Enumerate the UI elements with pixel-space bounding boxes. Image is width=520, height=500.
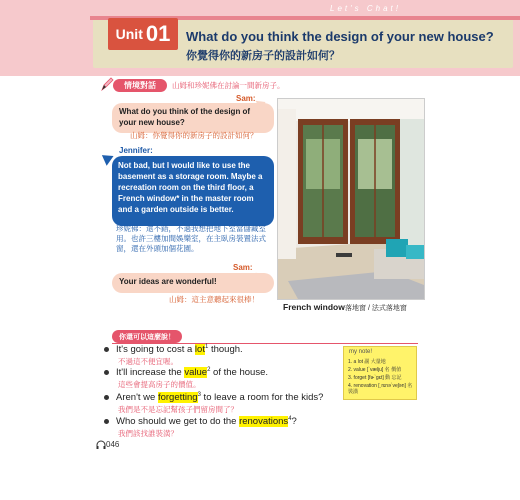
note-item: 2. value [ˋvælju] 名 價值 [348, 367, 402, 373]
sam-translation: 山姆：你覺得你的新房子的設計如何？ [130, 131, 258, 140]
sam-speaker-label-2: Sam: [233, 263, 253, 272]
sam-speech-bubble-2: Your ideas are wonderful! [112, 273, 274, 293]
sam-speech-bubble: What do you think of the design of your new house? [112, 103, 274, 133]
page-number: 046 [106, 440, 120, 449]
headphone-icon [96, 440, 106, 450]
situation-badge: 情境對話 [113, 79, 167, 92]
jennifer-translation: 珍妮佛：還不錯，不過我想把地下室當儲藏室用。也許三樓加間娛樂室，在主臥房裝置法式窗，還在外頭加個花園。 [116, 224, 266, 253]
note-title: my note! [349, 349, 373, 355]
unit-word: Unit [115, 26, 143, 42]
photo-caption-en: French window [283, 302, 345, 312]
bullet-icon [104, 419, 109, 424]
practice-sentence: It's going to cost a lot$^1$ though. [104, 344, 243, 355]
note-item: 1. a lot 副 大量地 [348, 359, 386, 365]
page-title-zh: 你覺得你的新房子的設計如何？ [186, 50, 340, 62]
practice-translation: 這些會提高房子的價值。 [118, 380, 201, 389]
practice-translation: 我們是不是忘記幫孩子們留房間了？ [118, 405, 238, 414]
practice-translation: 不過這不便宜喔。 [118, 357, 178, 366]
bullet-icon [104, 347, 109, 352]
practice-sentence: It'll increase the value$^2$ of the house. [104, 367, 268, 378]
bullet-icon [104, 370, 109, 375]
sam-speaker-label: Sam: [236, 94, 256, 103]
page-title-en: What do you think the design of your new house? [186, 29, 494, 44]
unit-number: 01 [145, 21, 171, 46]
photo-caption-zh: 落地窗 / 法式落地窗 [345, 305, 407, 312]
jennifer-speech-bubble: Not bad, but I would like to use the basement as a storage room. Maybe a recreation room on the third floor, a French window* in the master room and a garden outside is better. [112, 156, 274, 226]
practice-badge: 你還可以這麼說！ [112, 330, 182, 343]
unit-badge [108, 18, 178, 50]
practice-sentence: Aren't we forgetting$^3$ to leave a room for the kids? [104, 392, 323, 403]
bullet-icon [104, 395, 109, 400]
french-window-photo [277, 98, 425, 300]
sam-translation-2: 山姆：這主意聽起來很棒！ [169, 295, 259, 304]
situation-text: 山姆和珍妮佛在討論一間新房子。 [172, 81, 285, 90]
lets-chat-label: Let's Chat! [330, 4, 401, 13]
pencil-icon [100, 76, 114, 92]
note-item: 3. forget [fɚˋgɛt] 動 忘記 [348, 375, 402, 381]
note-item: 4. renovation [ˌrɛnəˋveʃən] 名 裝潢 [348, 383, 413, 395]
practice-translation: 我們該找誰裝潢？ [118, 429, 178, 438]
jennifer-speaker-label: Jennifer: [119, 146, 153, 155]
practice-sentence: Who should we get to do the renovations$^4$? [104, 416, 297, 427]
